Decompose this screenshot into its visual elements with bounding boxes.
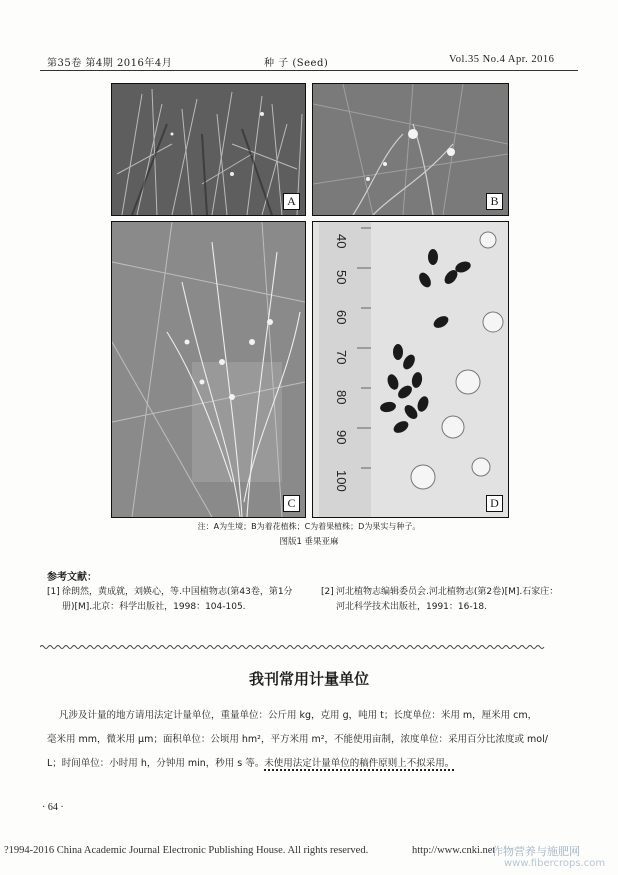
ruler-number: 100 — [334, 470, 349, 492]
ruler-number: 60 — [334, 310, 349, 325]
copyright-footer: ?1994-2016 China Academic Journal Electronic Publishing House. All rights reserved. — [4, 845, 369, 856]
watermark-url: www.fibercrops.com — [504, 858, 606, 869]
ruler-number: 70 — [334, 350, 349, 365]
photo-a-habitat — [111, 83, 306, 216]
notice-title: 我刊常用计量单位 — [248, 670, 369, 688]
watermark-name: 作物营养与施肥网 — [492, 845, 580, 858]
header-rule — [40, 70, 578, 71]
fruiting-photo-image — [112, 222, 305, 517]
journal-title: 种 子 (Seed) — [264, 58, 329, 69]
reference-number: [1] — [47, 587, 60, 597]
photo-label-b: B — [486, 193, 503, 210]
journal-volume-issue: 第35卷 第4期 2016年4月 — [47, 58, 173, 69]
plate-caption-title: 图版1 垂果亚麻 — [279, 537, 339, 547]
notice-line-2: 毫米用 mm，微米用 μm；面积单位：公顷用 hm²，平方米用 m²，不能使用亩制，浓度单位：采用百分比浓度或 mol/ — [47, 734, 548, 745]
notice-line-1: 凡涉及计量的地方请用法定计量单位，重量单位：公斤用 kg，克用 g，吨用 t；长度单位：米用 m，厘米用 cm， — [59, 710, 538, 721]
photo-label-d: D — [486, 495, 503, 512]
reference-number: [2] — [321, 587, 334, 597]
notice-emphasis: 未使用法定计量单位的稿件原则上不拟采用。 — [264, 758, 455, 769]
photo-label-a: A — [283, 193, 300, 210]
photo-d-fruit-seeds — [312, 221, 509, 518]
reference-line: 册)[M].北京：科学出版社，1998：104-105. — [62, 602, 246, 612]
page-number: · 64 · — [42, 802, 64, 813]
reference-line: 河北植物志编辑委员会.河北植物志(第2卷)[M].石家庄： — [336, 587, 559, 597]
journal-volume-issue-en: Vol.35 No.4 Apr. 2016 — [449, 54, 555, 65]
photo-c-fruiting — [111, 221, 306, 518]
fruit-seed-photo-image — [313, 222, 508, 517]
cnki-link[interactable]: http://www.cnki.net — [412, 845, 496, 856]
photo-b-flowering — [312, 83, 509, 216]
reference-1 — [47, 585, 307, 617]
notice-line-3-text: L；时间单位：小时用 h，分钟用 min，秒用 s 等。 — [47, 758, 265, 769]
references-title: 参考文献： — [47, 572, 97, 583]
photo-label-c: C — [283, 495, 300, 512]
notice-line-3 — [47, 752, 579, 776]
reference-2 — [321, 585, 581, 617]
flowering-photo-image — [313, 84, 508, 215]
ruler-number: 50 — [334, 270, 349, 285]
wavy-divider — [40, 644, 578, 650]
ruler-number: 90 — [334, 430, 349, 445]
reference-line: 河北科学技术出版社，1991：16-18. — [336, 602, 487, 612]
habitat-photo-image — [112, 84, 305, 215]
ruler-number: 40 — [334, 234, 349, 249]
plate-caption-note: 注：A为生境；B为着花植株；C为着果植株；D为果实与种子。 — [197, 522, 421, 531]
reference-line: 徐朗然，黄成就，刘媖心，等.中国植物志(第43卷，第1分 — [62, 587, 293, 597]
ruler-number: 80 — [334, 390, 349, 405]
